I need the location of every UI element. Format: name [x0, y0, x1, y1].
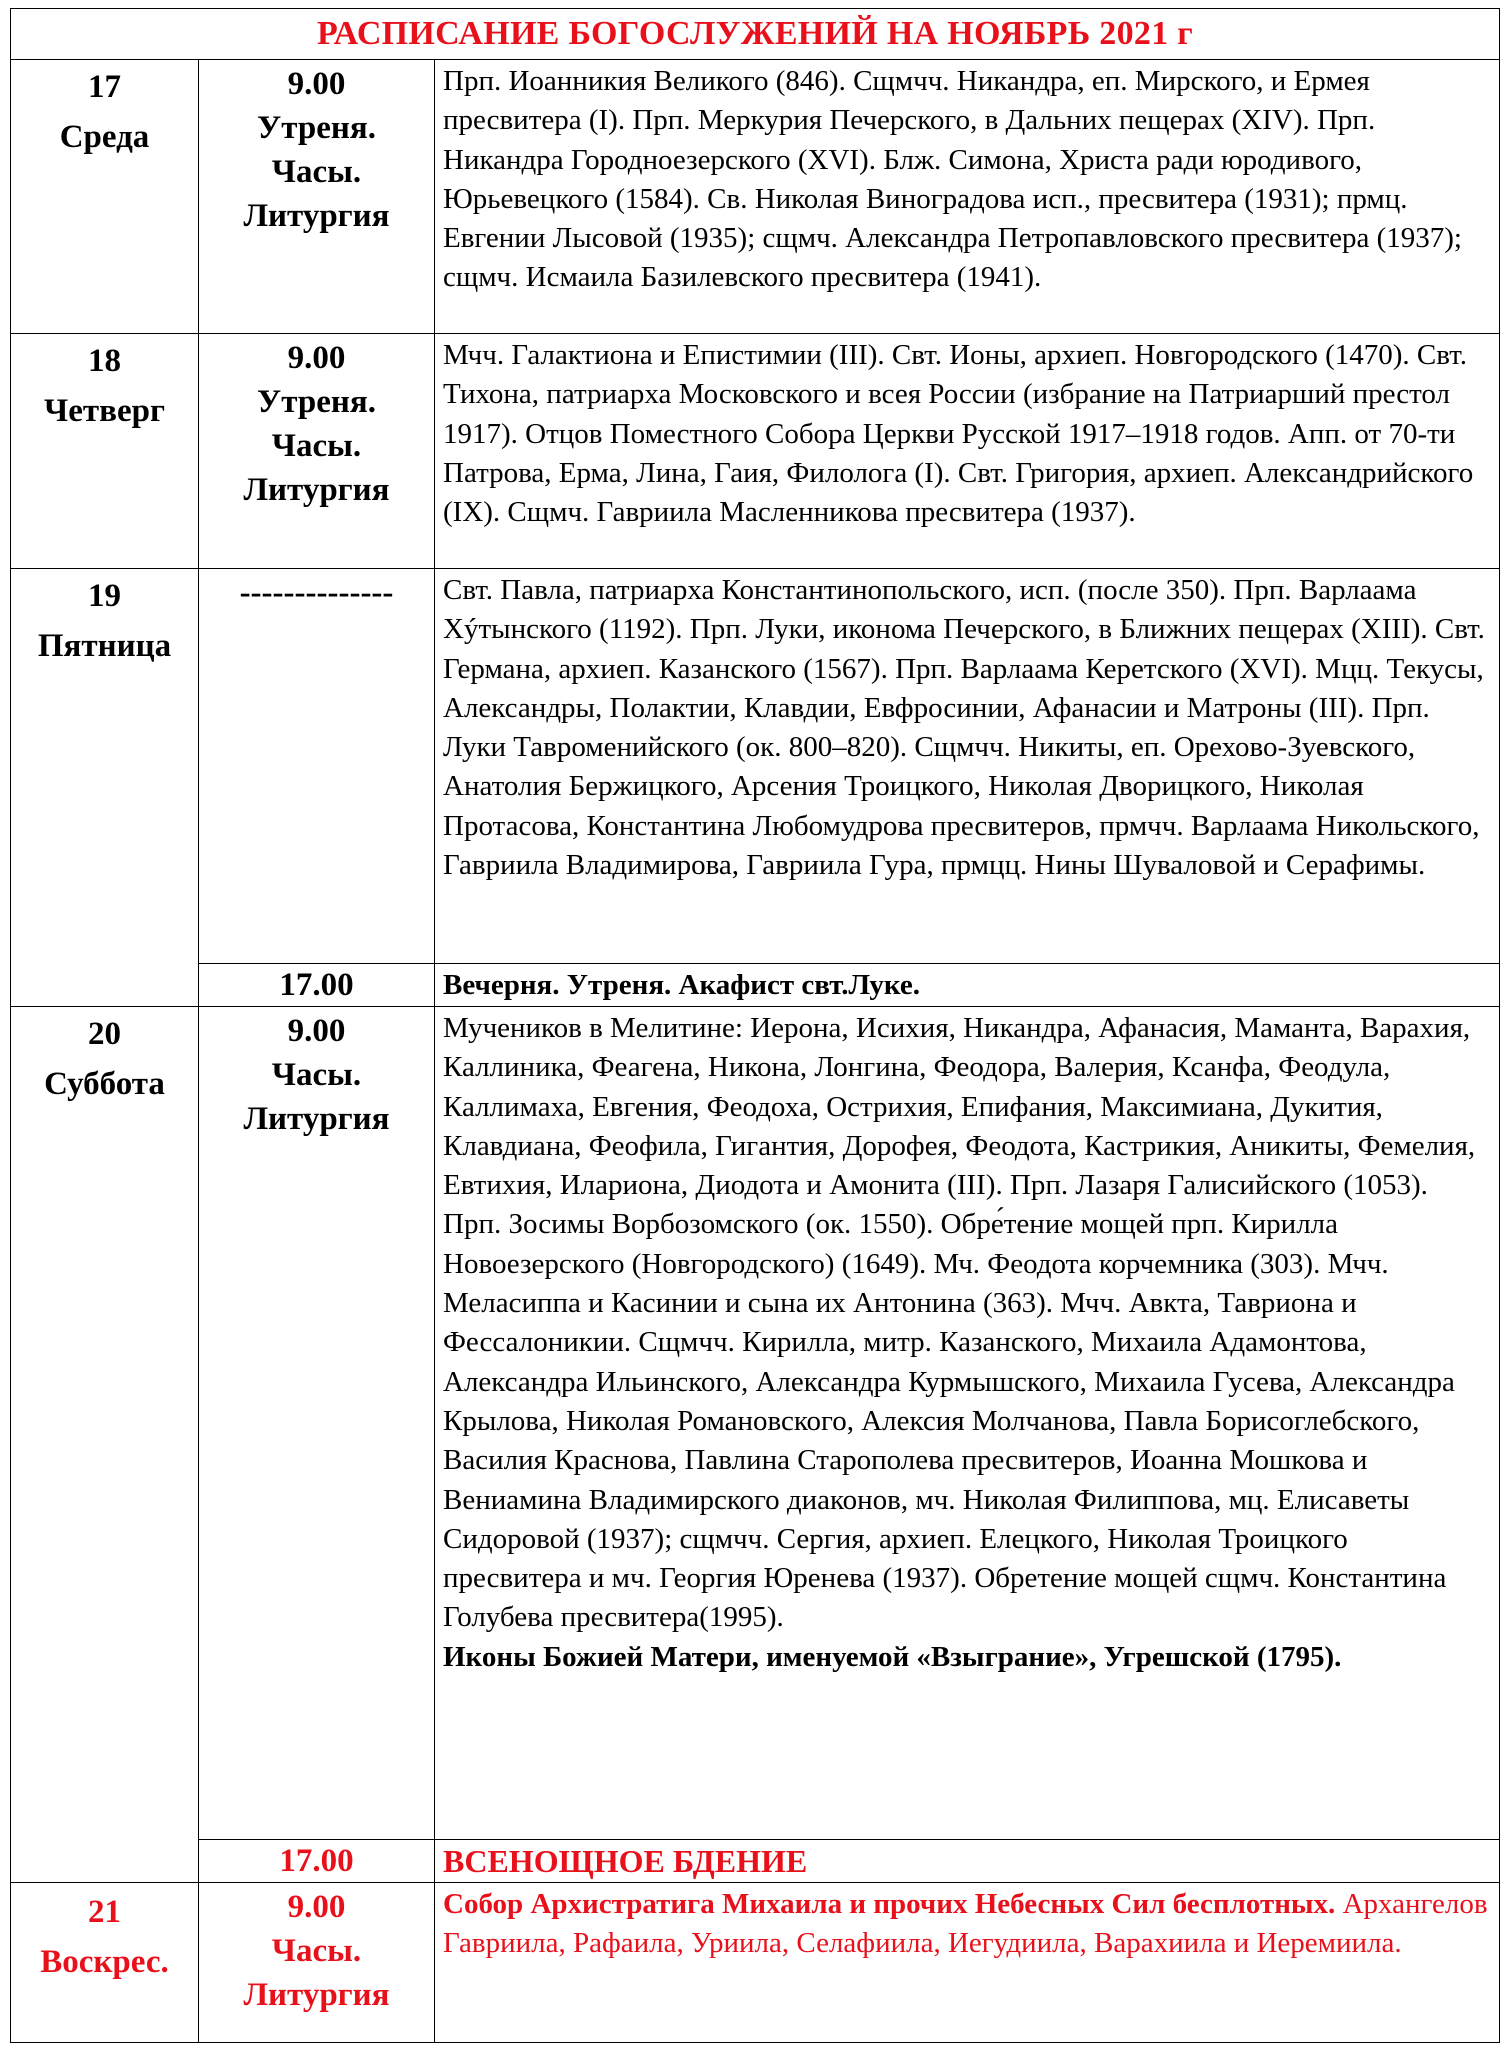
- schedule-row-17: [11, 60, 1500, 334]
- evening-service: Вечерня. Утреня. Акафист свт.Луке.: [435, 964, 1500, 1007]
- day-date: 17: [88, 69, 121, 105]
- time-cell-17: [199, 60, 435, 334]
- service-time: 9.00: [287, 340, 346, 376]
- schedule-row-20: [11, 1007, 1500, 1840]
- service-name: Утреня.: [257, 384, 376, 420]
- time-cell-19: [199, 569, 435, 964]
- service-name: Литургия: [243, 1977, 390, 2013]
- commemoration-text-cell: [435, 1883, 1500, 2043]
- evening-service: ВСЕНОЩНОЕ БДЕНИЕ: [435, 1840, 1500, 1883]
- commemoration-text: Архангелов Гавриила, Рафаила, Уриила, Селафиила, Иегудиила, Варахиила и Иеремиила.: [443, 1888, 1488, 1960]
- day-cell-21: [11, 1883, 199, 2043]
- day-date: 20: [88, 1016, 121, 1052]
- schedule-sheet: [10, 8, 1499, 2043]
- schedule-row-19-evening: [11, 964, 1500, 1007]
- commemoration-text: Свт. Павла, патриарха Константинопольского, исп. (после 350). Прп. Варлаама Хýтынского (1192). Прп. Луки, иконома Печерского, в Ближних пещерах (XIII). Свт. Германа, архиеп. Казанского (1567). Прп. Варлаама Керетского (XVI). Мцц. Текусы, Александры, Полактии, Клавдии, Евфросинии, Афанасии и Матроны (III). Прп. Луки Тавроменийского (ок. 800–820). Сщмчч. Никиты, еп. Орехово-Зуевского, Анатолия Бержицкого, Арсения Троицкого, Николая Дворицкого, Николая Протасова, Константина Любомудрова пресвитеров, прмчч. Варлаама Никольского, Гавриила Владимирова, Гавриила Гура, прмцц. Нины Шуваловой и Серафимы.: [435, 569, 1500, 964]
- evening-time: 17.00: [199, 964, 435, 1007]
- title-row: [11, 9, 1500, 60]
- day-date: 18: [88, 343, 121, 379]
- service-name: Часы.: [271, 428, 362, 464]
- time-cell-21: [199, 1883, 435, 2043]
- day-cell-17: [11, 60, 199, 334]
- day-weekday: Воскрес.: [40, 1944, 169, 1980]
- time-cell-18: [199, 334, 435, 569]
- time-cell-20: [199, 1007, 435, 1840]
- day-date: 19: [88, 578, 121, 614]
- day-cell-20: [11, 1007, 199, 1883]
- commemoration-text: Мучеников в Мелитине: Иерона, Исихия, Никандра, Афанасия, Маманта, Варахия, Каллиника, Феагена, Никона, Лонгина, Феодора, Валерия, Ксанфа, Феодула, Каллимаха, Евгения, Феодоха, Острихия, Епифания, Максимиана, Дукития, Клавдиана, Феофила, Гигантия, Дорофея, Феодота, Кастрикия, Аникиты, Фемелия, Евтихия, Илариона, Диодота и Амонита (III). Прп. Лазаря Галисийского (1053). Прп. Зосимы Ворбозомского (ок. 1550). Обре́тение мощей прп. Кирилла Новоезерского (Новгородского) (1649). Мч. Феодота корчемника (303). Мчч. Меласиппа и Касинии и сына их Антонина (363). Мчч. Авкта, Тавриона и Фессалоникии. Сщмчч. Кирилла, митр. Казанского, Михаила Адамонтова, Александра Ильинского, Александра Курмышского, Михаила Гусева, Александра Крылова, Николая Романовского, Алексия Молчанова, Павла Борисоглебского, Василия Краснова, Павлина Старополева пресвитеров, Иоанна Мошкова и Вениамина Владимирского диаконов, мч. Николая Филиппова, мц. Елисаветы Сидоровой (1937); сщмчч. Сергия, архиеп. Елецкого, Николая Троицкого пресвитера и мч. Георгия Юренева (1937). Обретение мощей сщмч. Константина Голубева пресвитера(1995).: [443, 1012, 1476, 1634]
- schedule-table: [10, 8, 1500, 2043]
- service-time: 9.00: [287, 66, 346, 102]
- commemoration-text: Мчч. Галактиона и Епистимии (III). Свт. Ионы, архиеп. Новгородского (1470). Свт. Тихона, патриарха Московского и всея России (избрание на Патриарший престол 1917). Отцов Поместного Собора Церкви Русской 1917–1918 годов. Апп. от 70-ти Патрова, Ерма, Лина, Гаия, Филолога (I). Свт. Григория, архиеп. Александрийского (IX). Сщмч. Гавриила Масленникова пресвитера (1937).: [435, 334, 1500, 569]
- day-weekday: Четверг: [44, 393, 165, 429]
- day-weekday: Среда: [59, 119, 150, 155]
- evening-time: 17.00: [199, 1840, 435, 1883]
- commemoration-text: Прп. Иоанникия Великого (846). Сщмчч. Никандра, еп. Мирского, и Ермея пресвитера (I). Прп. Меркурия Печерского, в Дальних пещерах (XIV). Прп. Никандра Городноезерского (XVI). Блж. Симона, Христа ради юродивого, Юрьевецкого (1584). Св. Николая Виноградова исп., пресвитера (1931); прмц. Евгении Лысовой (1935); сщмч. Александра Петропавловского пресвитера (1937); сщмч. Исмаила Базилевского пресвитера (1941).: [435, 60, 1500, 334]
- service-name: Утреня.: [257, 110, 376, 146]
- service-name: Часы.: [271, 154, 362, 190]
- service-name: Литургия: [243, 198, 390, 234]
- commemoration-text-cell: [435, 1007, 1500, 1840]
- service-name: Часы.: [271, 1057, 362, 1093]
- service-name: Литургия: [243, 1101, 390, 1137]
- icon-feast-text: Иконы Божией Матери, именуемой «Взыграние», Угрешской (1795).: [443, 1640, 1342, 1673]
- service-time: 9.00: [287, 1889, 346, 1925]
- day-cell-18: [11, 334, 199, 569]
- service-name: Часы.: [271, 1933, 362, 1969]
- schedule-row-21: [11, 1883, 1500, 2043]
- service-time-dashes: --------------: [239, 575, 394, 611]
- day-cell-19: [11, 569, 199, 1007]
- service-name: Литургия: [243, 472, 390, 508]
- schedule-title: РАСПИСАНИЕ БОГОСЛУЖЕНИЙ НА НОЯБРЬ 2021 г: [11, 9, 1500, 60]
- schedule-row-20-evening: [11, 1840, 1500, 1883]
- feast-title: Собор Архистратига Михаила и прочих Небесных Сил бесплотных.: [443, 1888, 1336, 1920]
- day-weekday: Пятница: [37, 628, 172, 664]
- day-weekday: Суббота: [44, 1066, 165, 1102]
- schedule-row-18: [11, 334, 1500, 569]
- schedule-row-19: [11, 569, 1500, 964]
- service-time: 9.00: [287, 1013, 346, 1049]
- day-date: 21: [88, 1894, 121, 1930]
